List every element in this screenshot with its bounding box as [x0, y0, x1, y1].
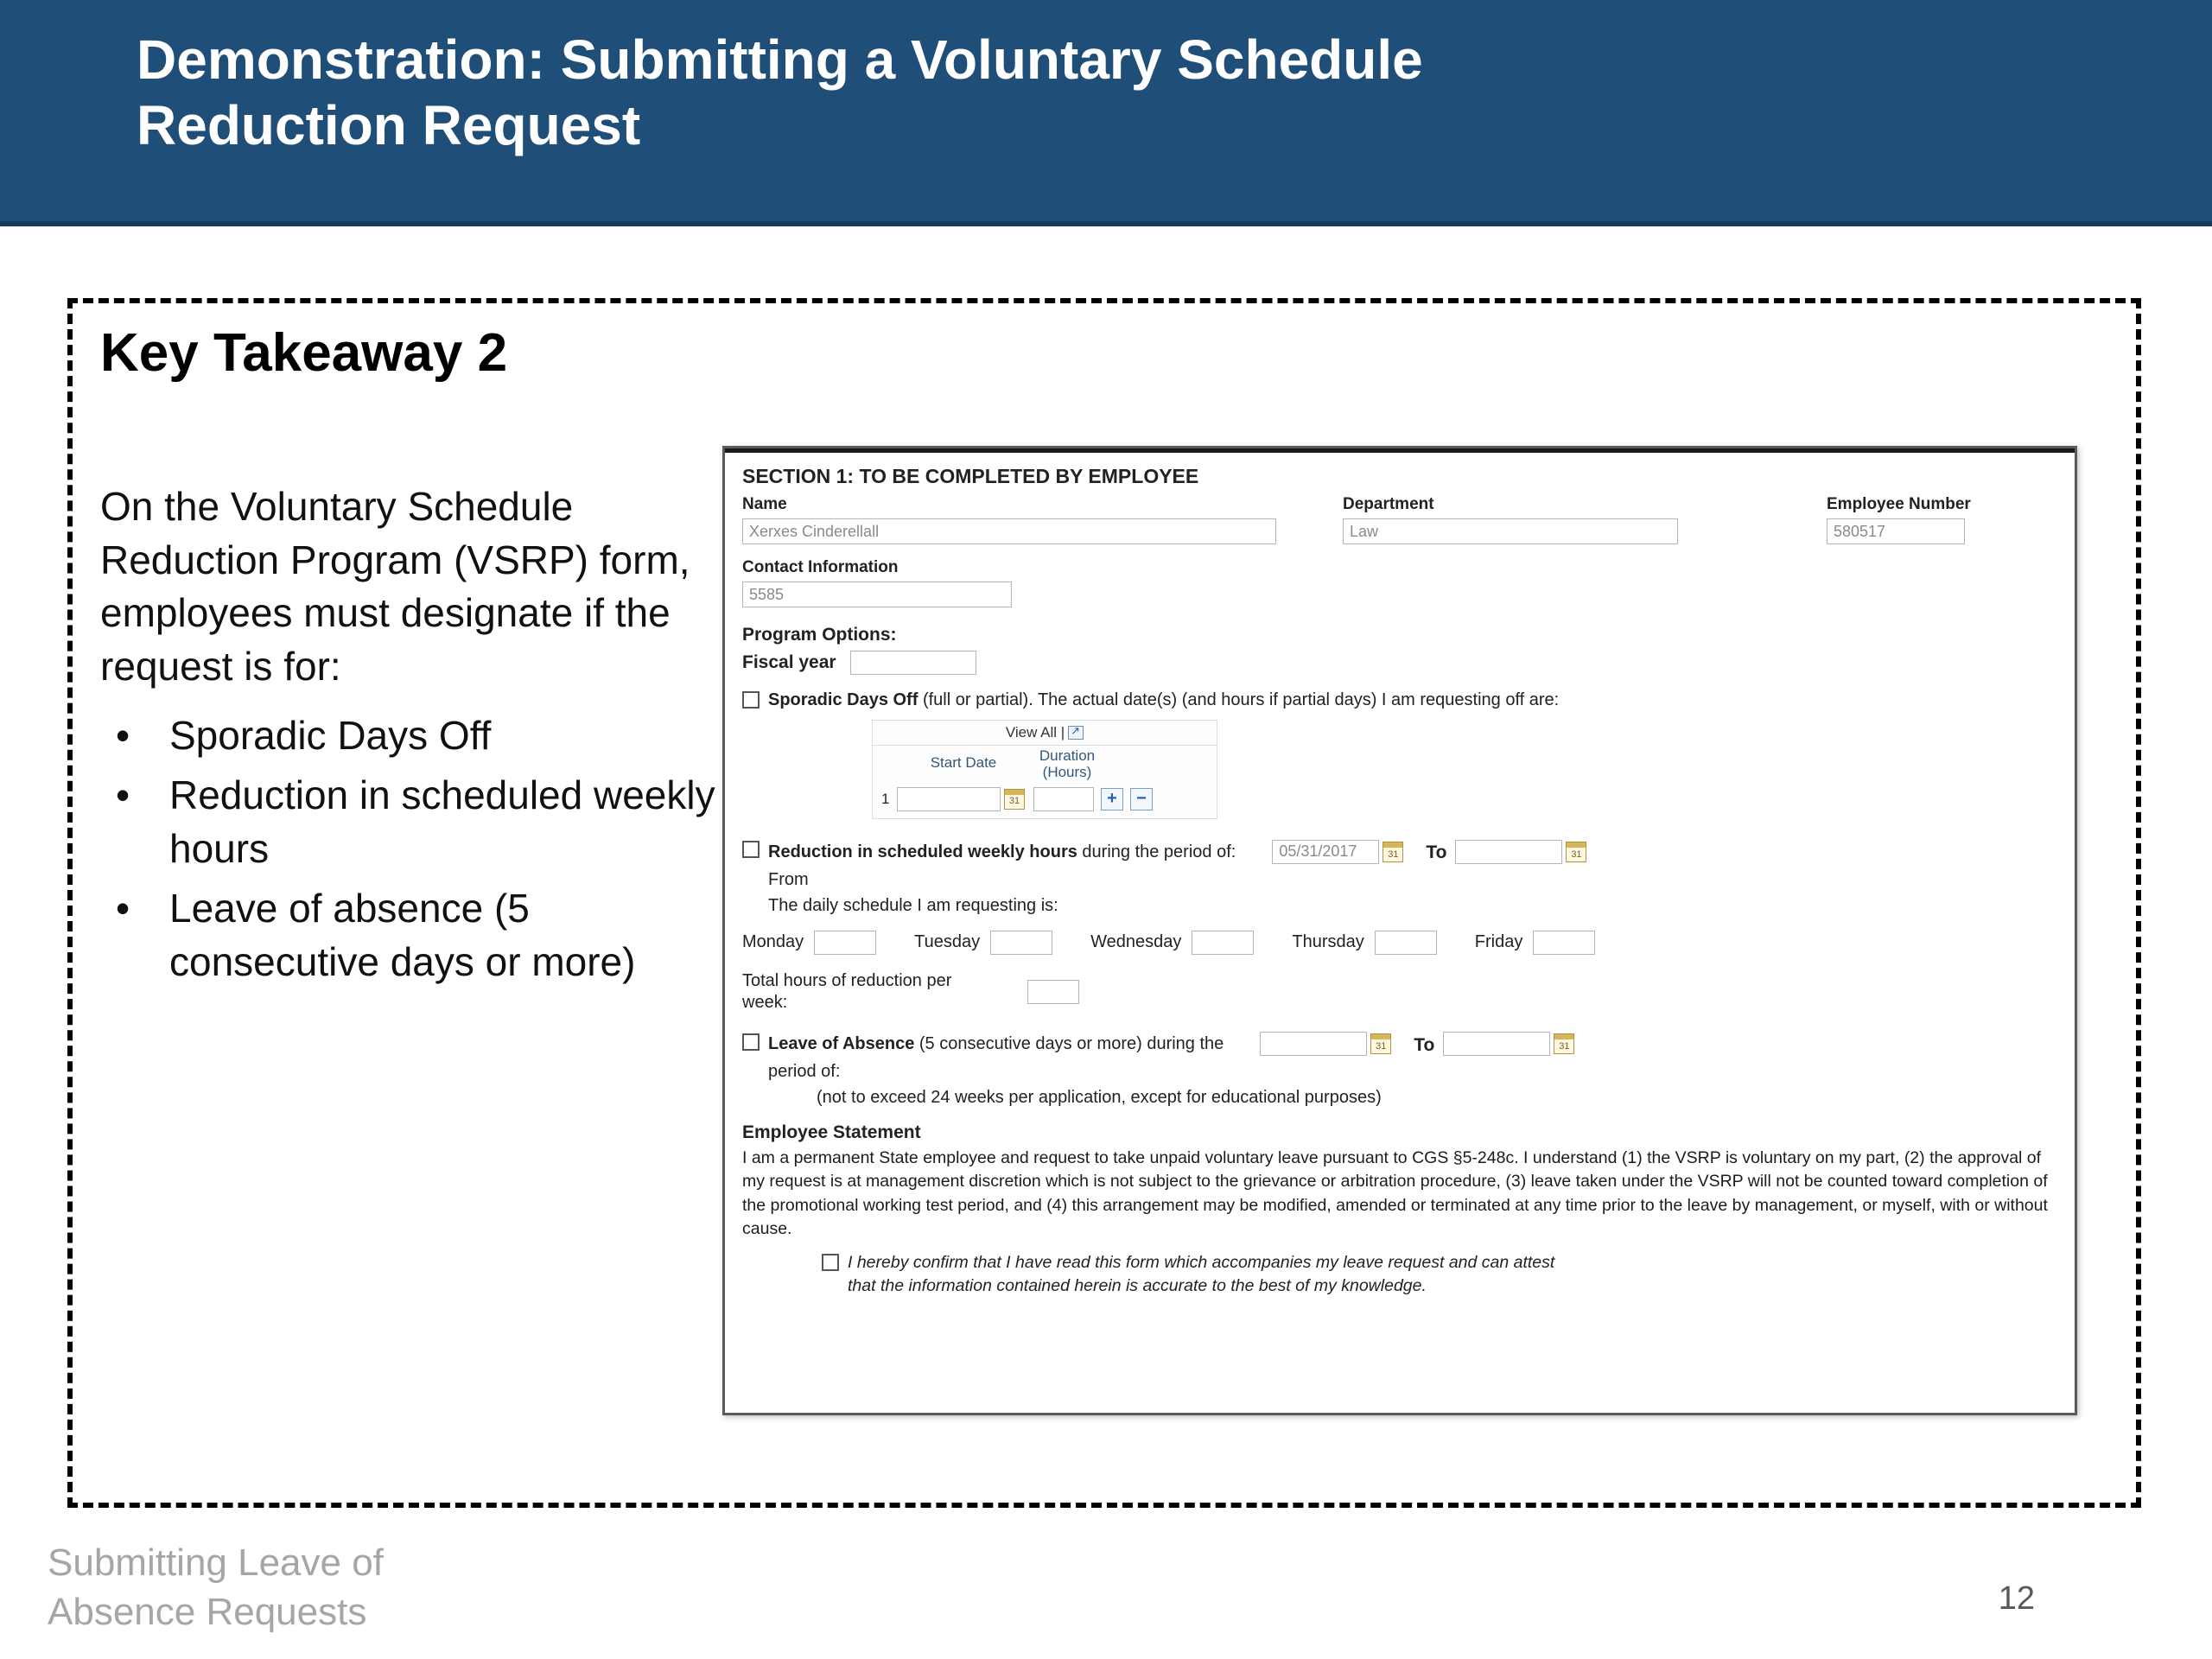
vsrp-form-screenshot [722, 446, 2077, 1415]
employee-number-input[interactable] [1827, 518, 1965, 544]
remove-row-button[interactable]: − [1130, 788, 1153, 810]
monday-input[interactable] [814, 931, 876, 955]
daily-schedule-label: The daily schedule I am requesting is: [768, 895, 1058, 915]
slide-title-line2: Reduction Request [137, 93, 641, 156]
key-takeaway-box [67, 298, 2141, 1508]
view-all-link[interactable]: View All | [1005, 724, 1065, 741]
loa-checkbox[interactable] [742, 1033, 760, 1051]
calendar-icon[interactable] [1004, 789, 1025, 810]
employee-number-label: Employee Number [1827, 495, 1971, 513]
loa-period-label: period of: [768, 1061, 841, 1081]
employee-statement-body: I am a permanent State employee and request to take unpaid voluntary leave pursuant to CGS §5-248c. I understand (1) the VSRP is voluntary on my part, (2) the approval of my request is at management discretion which is not subject to the grievance or arbitration procedure, (3) leave taken under the VSRP will not be counted toward completion of the promotional working test period, and (4) this arrangement may be modified, amended or terminated at any time prior to the leave by management, or myself, with or without cause. [742, 1147, 2048, 1238]
loa-block [768, 1031, 2057, 1109]
takeaway-bullet: • Leave of absence (5 consecutive days or more) [100, 882, 735, 988]
takeaway-intro: On the Voluntary Schedule Reduction Program (VSRP) form, employees must designate if the request is for: [100, 484, 690, 689]
loa-note: (not to exceed 24 weeks per application, except for educational purposes) [817, 1087, 1382, 1107]
program-options-label: Program Options: [742, 625, 897, 645]
form-section-header: SECTION 1: TO BE COMPLETED BY EMPLOYEE [742, 465, 1199, 487]
employee-statement-heading: Employee Statement [742, 1122, 921, 1142]
takeaway-text [100, 480, 735, 989]
slide-title [0, 0, 2212, 158]
takeaway-bullet: • Sporadic Days Off [100, 709, 735, 763]
loa-line1 [768, 1031, 2057, 1057]
footer-line2: Absence Requests [48, 1590, 367, 1633]
loa-dates [1260, 1031, 1574, 1057]
sporadic-dates-table [872, 720, 1217, 819]
wednesday-field [1090, 931, 1254, 955]
duration-column-header: Duration (Hours) [1039, 747, 1096, 780]
name-input[interactable] [742, 518, 1276, 544]
reduction-to-input[interactable] [1455, 840, 1562, 864]
reduction-checkbox[interactable] [742, 841, 760, 858]
vsrp-form [725, 448, 2075, 1307]
sporadic-days-row [742, 689, 2057, 711]
wednesday-input[interactable] [1192, 931, 1254, 955]
friday-field [1475, 931, 1596, 955]
sporadic-start-date-input[interactable] [897, 787, 1001, 811]
start-date-column-header: Start Date [930, 754, 997, 771]
takeaway-heading: Key Takeaway 2 [100, 323, 508, 383]
reduction-block [768, 838, 2057, 916]
monday-label: Monday [742, 932, 804, 952]
slide-footer [48, 1538, 384, 1637]
department-field-group [1343, 495, 1827, 544]
tuesday-label: Tuesday [914, 932, 981, 952]
takeaway-bullet: • Reduction in scheduled weekly hours [100, 769, 735, 875]
reduction-from-input[interactable] [1272, 840, 1379, 864]
wednesday-label: Wednesday [1090, 932, 1182, 952]
employee-number-field-group [1827, 495, 1971, 544]
calendar-icon[interactable] [1382, 842, 1403, 862]
sporadic-checkbox[interactable] [742, 691, 760, 709]
thursday-input[interactable] [1375, 931, 1437, 955]
leave-of-absence-row [742, 1031, 2057, 1109]
reduction-line1 [768, 838, 2057, 864]
total-hours-row [742, 970, 2057, 1014]
friday-input[interactable] [1533, 931, 1595, 955]
confirm-checkbox[interactable] [822, 1254, 839, 1271]
fiscal-year-label: Fiscal year [742, 652, 836, 672]
friday-label: Friday [1474, 932, 1523, 952]
monday-field [742, 931, 876, 955]
reduction-row [742, 838, 2057, 916]
department-input[interactable] [1343, 518, 1678, 544]
sporadic-label: Sporadic Days Off (full or partial). The actual date(s) (and hours if partial days) I am requesting off are: [768, 690, 1560, 709]
calendar-icon[interactable] [1554, 1033, 1574, 1054]
takeaway-bullet-list [100, 709, 735, 989]
loa-from-input[interactable] [1260, 1032, 1367, 1056]
footer-line1: Submitting Leave of [48, 1541, 384, 1584]
sporadic-duration-input[interactable] [1033, 787, 1094, 811]
contact-field-group [742, 558, 2057, 607]
fiscal-year-input[interactable] [850, 651, 976, 675]
sporadic-table-header [873, 721, 1217, 746]
add-row-button[interactable]: + [1101, 788, 1123, 810]
calendar-icon[interactable] [1370, 1033, 1391, 1054]
contact-label: Contact Information [742, 558, 899, 576]
loa-label: Leave of Absence (5 consecutive days or more) during the [768, 1033, 1224, 1053]
sporadic-table-columns [873, 746, 1217, 784]
confirm-row [822, 1251, 2057, 1299]
reduction-from-label: From [768, 869, 809, 889]
slide-title-line1: Demonstration: Submitting a Voluntary Schedule [137, 29, 1423, 91]
thursday-label: Thursday [1292, 932, 1364, 952]
total-hours-input[interactable] [1027, 980, 1079, 1004]
tuesday-field [914, 931, 1052, 955]
confirm-statement: I hereby confirm that I have read this form which accompanies my leave request and can attest that the information contained herein is accurate to the best of my knowledge. [848, 1253, 1555, 1296]
name-field-group [742, 495, 1343, 544]
row-number: 1 [881, 791, 890, 808]
contact-input[interactable] [742, 582, 1012, 607]
sporadic-table-row [873, 784, 1217, 818]
thursday-field [1292, 931, 1436, 955]
popout-icon[interactable] [1068, 726, 1084, 740]
fiscal-year-row [742, 651, 2057, 675]
reduction-to-label: To [1426, 842, 1447, 863]
total-hours-label: Total hours of reduction per week: [742, 970, 952, 1012]
calendar-icon[interactable] [1566, 842, 1586, 862]
weekday-hours-row [742, 931, 2057, 955]
loa-to-label: To [1414, 1034, 1435, 1055]
reduction-label: Reduction in scheduled weekly hours during the period of: [768, 842, 1236, 861]
page-number: 12 [1998, 1580, 2035, 1617]
department-label: Department [1343, 495, 1434, 513]
loa-to-input[interactable] [1443, 1032, 1550, 1056]
name-label: Name [742, 495, 787, 513]
form-identity-row [742, 495, 2057, 544]
tuesday-input[interactable] [990, 931, 1052, 955]
slide-header [0, 0, 2212, 226]
reduction-dates [1272, 838, 1586, 864]
